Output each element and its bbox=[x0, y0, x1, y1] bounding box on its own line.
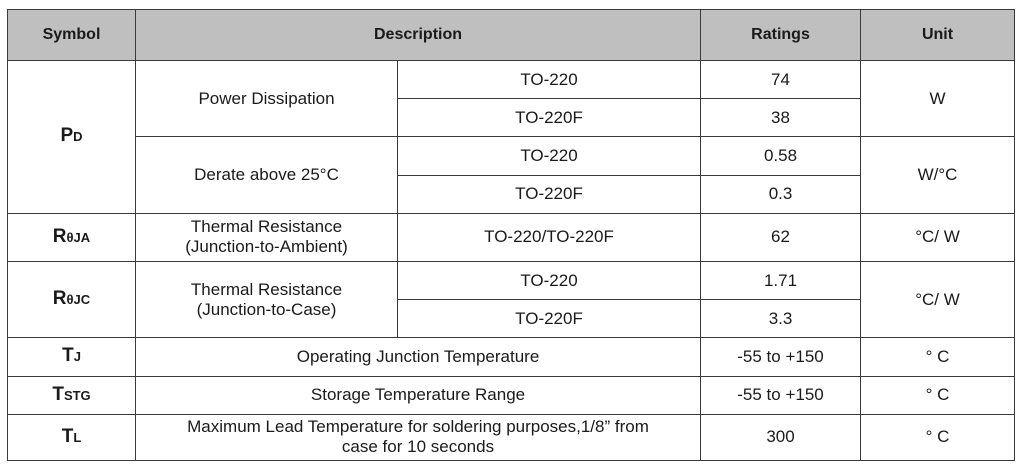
package-cell: TO-220 bbox=[398, 61, 701, 99]
table-row bbox=[8, 137, 1015, 175]
absolute-maximum-ratings-table bbox=[7, 9, 1015, 461]
rating-cell: 0.3 bbox=[701, 175, 861, 213]
desc-derate: Derate above 25°C bbox=[136, 137, 398, 213]
table-row bbox=[8, 61, 1015, 99]
table-row bbox=[8, 414, 1015, 460]
header-row bbox=[8, 10, 1015, 61]
rating-cell: 3.3 bbox=[701, 300, 861, 338]
rating-cell: 300 bbox=[701, 414, 861, 460]
symbol-tstg: TSTG bbox=[8, 376, 136, 414]
package-cell: TO-220F bbox=[398, 175, 701, 213]
unit-cell: W bbox=[861, 61, 1015, 137]
desc-thermal-resistance-case: Thermal Resistance (Junction-to-Case) bbox=[136, 261, 398, 337]
unit-cell: ° C bbox=[861, 376, 1015, 414]
rating-cell: 1.71 bbox=[701, 261, 861, 299]
symbol-pd: PD bbox=[8, 61, 136, 214]
rating-cell: 62 bbox=[701, 213, 861, 261]
desc-operating-junction-temperature: Operating Junction Temperature bbox=[136, 338, 701, 376]
table-row bbox=[8, 261, 1015, 299]
symbol-rjc: RθJC bbox=[8, 261, 136, 337]
package-cell: TO-220F bbox=[398, 99, 701, 137]
rating-cell: 0.58 bbox=[701, 137, 861, 175]
package-cell: TO-220 bbox=[398, 261, 701, 299]
rating-cell: -55 to +150 bbox=[701, 338, 861, 376]
table-row bbox=[8, 213, 1015, 261]
table-row bbox=[8, 376, 1015, 414]
unit-cell: ° C bbox=[861, 414, 1015, 460]
rating-cell: -55 to +150 bbox=[701, 376, 861, 414]
desc-thermal-resistance-ambient: Thermal Resistance (Junction-to-Ambient) bbox=[136, 213, 398, 261]
header-unit: Unit bbox=[861, 10, 1015, 61]
header-ratings: Ratings bbox=[701, 10, 861, 61]
header-description: Description bbox=[136, 10, 701, 61]
table-row bbox=[8, 338, 1015, 376]
rating-cell: 74 bbox=[701, 61, 861, 99]
desc-max-lead-temperature: Maximum Lead Temperature for soldering purposes,1/8” from case for 10 seconds bbox=[136, 414, 701, 460]
rating-cell: 38 bbox=[701, 99, 861, 137]
package-cell: TO-220 bbox=[398, 137, 701, 175]
unit-cell: °C/ W bbox=[861, 213, 1015, 261]
unit-cell: W/°C bbox=[861, 137, 1015, 213]
package-cell: TO-220/TO-220F bbox=[398, 213, 701, 261]
unit-cell: ° C bbox=[861, 338, 1015, 376]
package-cell: TO-220F bbox=[398, 300, 701, 338]
symbol-tl: TL bbox=[8, 414, 136, 460]
desc-storage-temperature-range: Storage Temperature Range bbox=[136, 376, 701, 414]
header-symbol: Symbol bbox=[8, 10, 136, 61]
symbol-rja: RθJA bbox=[8, 213, 136, 261]
unit-cell: °C/ W bbox=[861, 261, 1015, 337]
symbol-tj: TJ bbox=[8, 338, 136, 376]
desc-power-dissipation: Power Dissipation bbox=[136, 61, 398, 137]
